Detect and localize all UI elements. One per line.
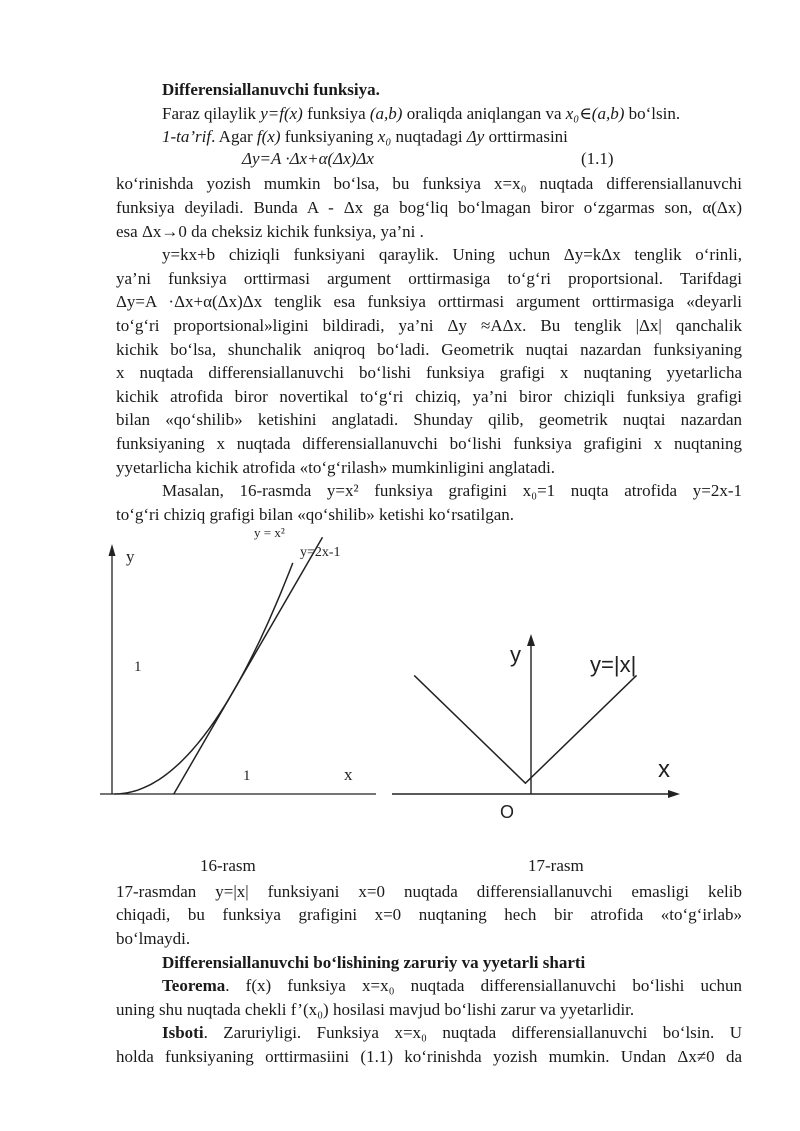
- paragraph-line: chiqadi, bu funksiya grafigini x=0 nuqtaning hech bir atrofida «to‘g‘irlab»: [116, 905, 742, 925]
- origin-label: O: [500, 802, 515, 823]
- theorem-line: Teorema. f(x) funksiya x=x₀ nuqtada differensiallanuvchi bo‘lishi uchun: [162, 976, 742, 996]
- figure-17-series: [414, 676, 636, 784]
- paragraph-line: Δy=A ·Δx+α(Δx)Δx tenglik esa funksiya orttirmasi argument orttirmasiga «deyarli: [116, 292, 742, 312]
- paragraph-line: funksiya deyiladi. Bunda A - Δx ga bog‘liq bo‘lmagan biror o‘zgarmas son, α(Δx): [116, 197, 742, 217]
- paragraph-line: to‘g‘ri proportsional»ligini bildiradi, ya’ni Δy ≈AΔx. Bu tenglik |Δx| qanchalik: [116, 315, 742, 335]
- y-tick-label: 1: [134, 659, 142, 676]
- series-line-1: [174, 538, 323, 795]
- section-heading: Differensiallanuvchi bo‘lishining zaruriy va yyetarli sharti: [162, 952, 586, 972]
- figures-row: [116, 526, 742, 856]
- equation-number: (1.1): [581, 148, 614, 168]
- paragraph-line: Masalan, 16-rasmda y=x² funksiya grafigini x₀=1 nuqta atrofida y=2x-1: [162, 481, 742, 501]
- paragraph-line: kichik bo‘lsa, shunchalik aniqroq bo‘ladi. Geometrik nuqtai nazardan funksiyaning: [116, 339, 742, 359]
- function-label: y=|x|: [590, 652, 637, 678]
- figure-16-caption: 16-rasm: [200, 856, 256, 876]
- y-axis-arrow: [527, 634, 535, 646]
- paragraph-line: funksiyaning x nuqtada differensiallanuvchi bo‘lishi funksiya grafigini x nuqtaning: [116, 433, 742, 453]
- paragraph-line: bo‘lmaydi.: [116, 929, 191, 949]
- paragraph-line: kichik atrofida biror novertikal to‘g‘ri chiziq, ya’ni biror chiziqli funksiya grafigi: [116, 386, 742, 406]
- document-page: [116, 78, 742, 1069]
- definition-line: 1-ta’rif. Agar f(x) funksiyaning x₀ nuqtadagi Δy orttirmasini: [162, 127, 568, 147]
- equation-1-1: [116, 149, 742, 173]
- paragraph-line: ko‘rinishda yozish mumkin bo‘lsa, bu funksiya x=x₀ nuqtada differensiallanuvchi: [116, 174, 742, 194]
- paragraph-line: x nuqtada differensiallanuvchi bo‘lishi funksiya grafigi x nuqtaning yyetarlicha: [116, 363, 742, 383]
- paragraph-line: to‘g‘ri chiziq grafigi bilan «qo‘shilib» ketishi ko‘rsatilgan.: [116, 504, 514, 524]
- equation-formula: Δy=A ·Δx+α(Δx)Δx: [242, 148, 374, 168]
- y-axis-label: y: [510, 642, 521, 668]
- x-tick-label: 1: [243, 768, 251, 785]
- figure-captions: [116, 856, 742, 880]
- x-axis-label: x: [658, 756, 670, 784]
- proof-line: holda funksiyaning orttirmasiini (1.1) ko‘rinishda yozish mumkin. Undan Δx≠0 da: [116, 1047, 742, 1067]
- y-axis-arrow: [109, 544, 116, 556]
- paragraph-line: ya’ni funksiya orttirmasi argument orttirmasiga to‘g‘ri proportsional. Tarifdagi: [116, 268, 742, 288]
- figure-17-caption: 17-rasm: [528, 856, 584, 876]
- x-axis-label: x: [344, 765, 353, 785]
- paragraph-line: y=kx+b chiziqli funksiyani qaraylik. Uning uchun Δy=kΔx tenglik o‘rinli,: [162, 245, 742, 265]
- y-axis-label: y: [126, 547, 135, 567]
- curve-label: y = x²: [254, 526, 285, 541]
- theorem-line: uning shu nuqtada chekli f’(x₀) hosilasi mavjud bo‘lishi zarur va yyetarlidir.: [116, 999, 635, 1019]
- figure-17-plot: [392, 526, 692, 856]
- paragraph-line: yyetarlicha kichik atrofida «to‘g‘rilash» mumkinligini anglatadi.: [116, 457, 556, 477]
- series-line-0: [414, 676, 636, 784]
- proof-line: Isboti. Zaruriyligi. Funksiya x=x₀ nuqtada differensiallanuvchi bo‘lsin. U: [162, 1023, 742, 1043]
- figure-16-series: [114, 538, 322, 795]
- x-axis-arrow: [668, 790, 680, 798]
- paragraph-line: esa Δx→0 da cheksiz kichik funksiya, ya’ni .: [116, 221, 424, 241]
- paragraph-line: bilan «qo‘shilib» ketishini anglatadi. Shunday qilib, geometrik nuqtai nazardan: [116, 410, 742, 430]
- line-label: y=2x-1: [300, 545, 341, 561]
- intro-line: Faraz qilaylik y=f(x) funksiya (a,b) oraliqda aniqlangan va x₀∈(a,b) bo‘lsin.: [162, 103, 681, 123]
- series-line-0: [114, 563, 292, 794]
- figure-16-plot: [100, 526, 390, 856]
- section-heading: Differensiallanuvchi funksiya.: [162, 80, 380, 99]
- paragraph-line: 17-rasmdan y=|x| funksiyani x=0 nuqtada differensiallanuvchi emasligi kelib: [116, 881, 742, 901]
